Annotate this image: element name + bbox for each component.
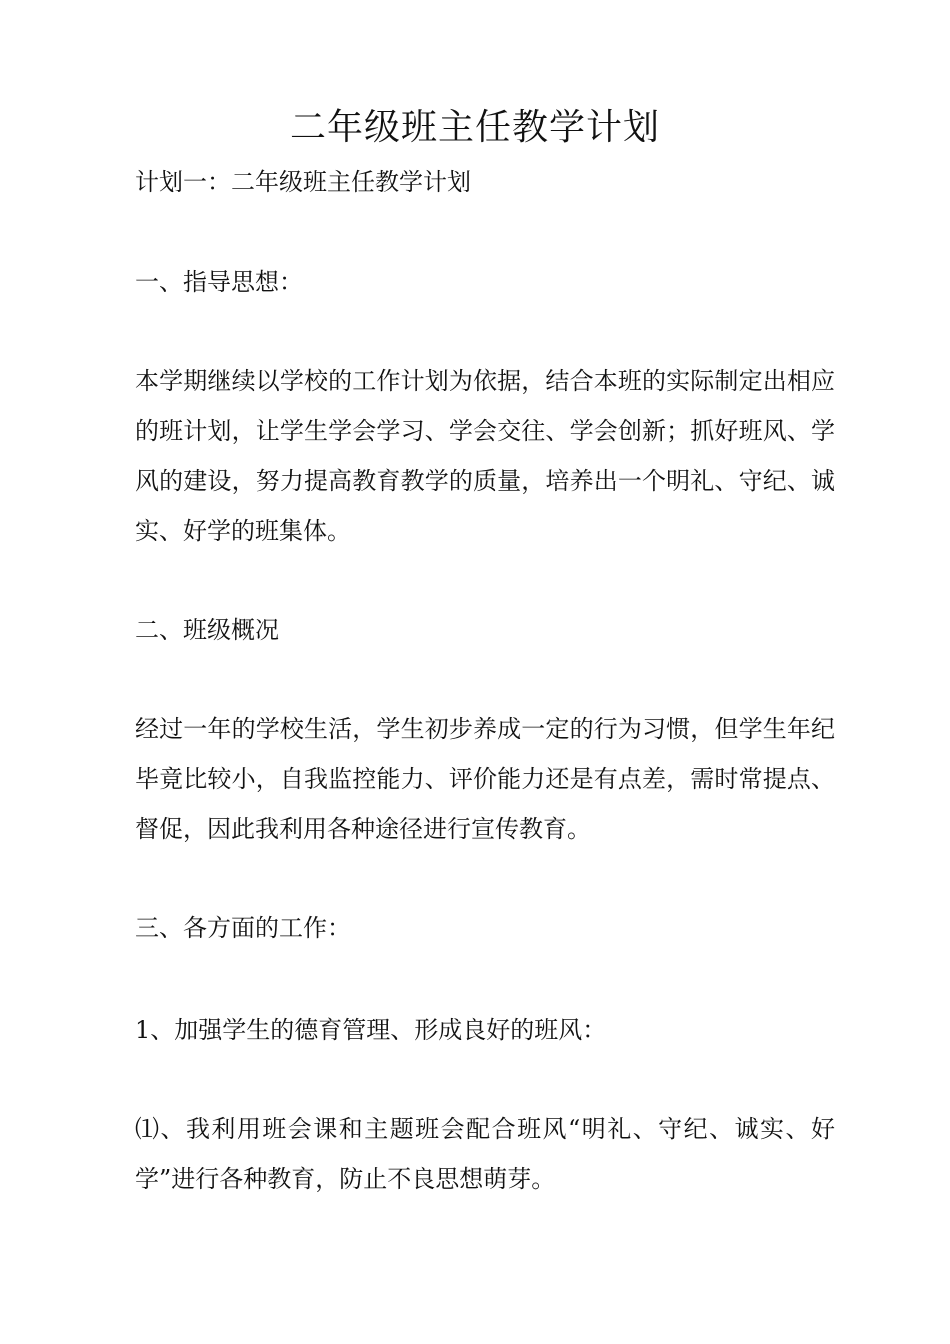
item-heading-moral-education: 1、加强学生的德育管理、形成良好的班风： [135, 1016, 607, 1044]
section-heading-guiding-thought: 一、指导思想： [135, 268, 303, 296]
section-body-guiding-thought: 本学期继续以学校的工作计划为依据，结合本班的实际制定出相应的班计划，让学生学会学习、学会交往、学会创新；抓好班风、学风的建设，努力提高教育教学的质量，培养出一个明礼、守纪、诚实、好学的班集体。 [135, 367, 835, 545]
item-sub-class-meetings: ⑴、我利用班会课和主题班会配合班风“明礼、守纪、诚实、好学”进行各种教育，防止不良思想萌芽。 [135, 1115, 835, 1193]
section-heading-class-overview: 二、班级概况 [135, 616, 279, 644]
section-body-class-overview: 经过一年的学校生活，学生初步养成一定的行为习惯，但学生年纪毕竟比较小，自我监控能力、评价能力还是有点差，需时常提点、督促，因此我利用各种途径进行宣传教育。 [135, 715, 835, 843]
document-title: 二年级班主任教学计划 [289, 107, 660, 148]
plan-subtitle: 计划一：二年级班主任教学计划 [135, 168, 471, 196]
section-heading-work-areas: 三、各方面的工作： [135, 914, 351, 942]
